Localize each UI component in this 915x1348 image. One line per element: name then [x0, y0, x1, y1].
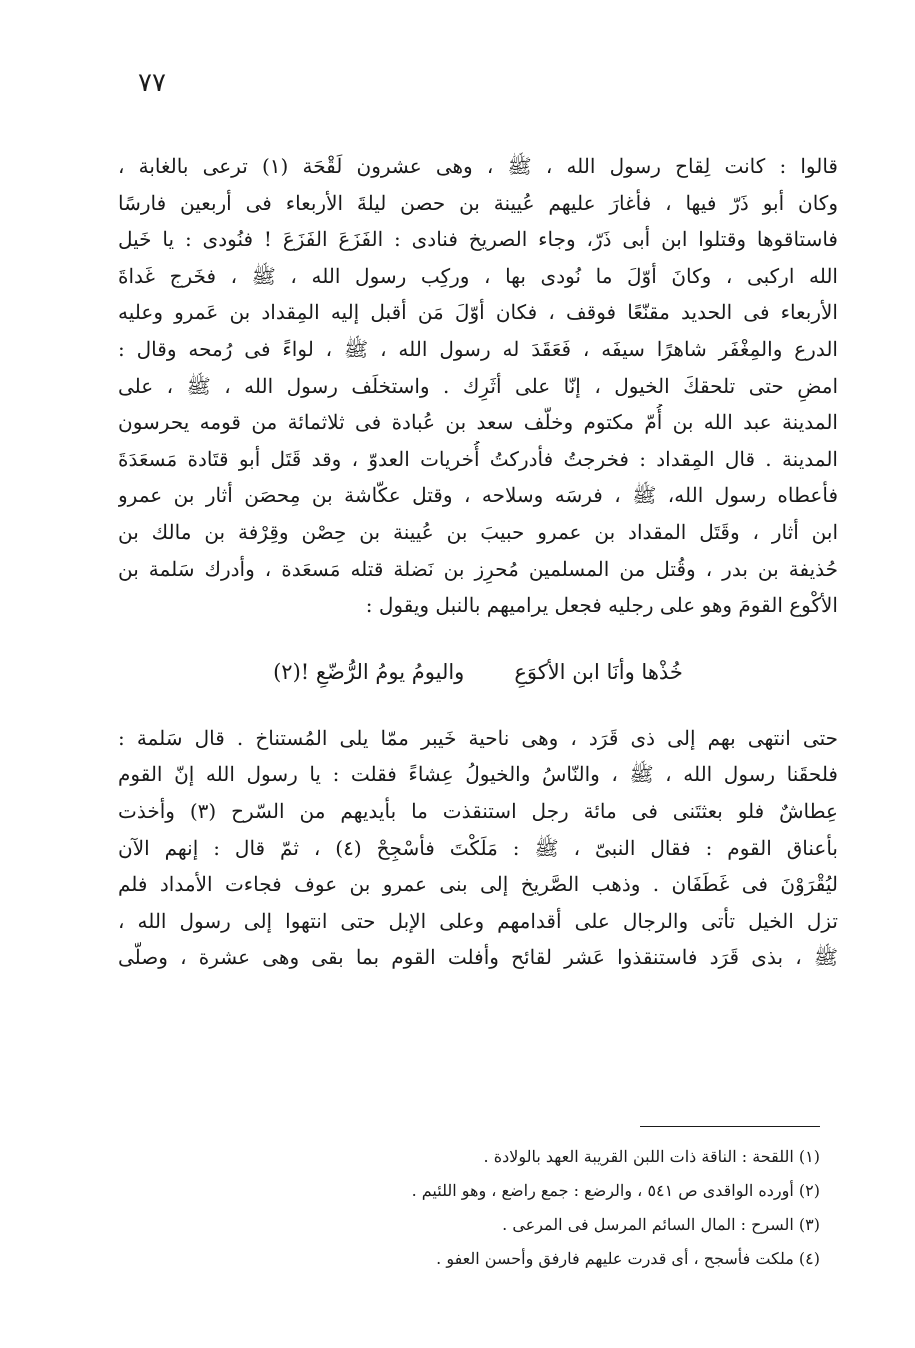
verse-first-hemistich: خُذْها وأنَا ابن الأكوَعِ: [514, 659, 683, 684]
text-line: فأعطاه رسول الله، ﷺ ، فرسَه وسلاحه ، وقتل عكّاشة بن مِحصَن أثار بن عمرو: [118, 483, 838, 508]
text-line: عِطاشٌ فلو بعثتَنى فى مائة رجل استنقذت ما بأيديهم من السّرح (٣) وأخذت: [118, 798, 838, 823]
page-number: ٧٧: [138, 68, 166, 98]
text-line: حُذيفة بن بدر ، وقُتل من المسلمين مُحرِز بن نَضلة قتله مَسعَدة ، وأدرك سَلمة بن: [118, 556, 838, 581]
main-text: [118, 148, 838, 976]
text-line: فاستاقوها وقتلوا ابن أبى ذَرّ، وجاء الصريخ فنادى : الفَزَعَ الفَزَعَ ! فنُودى : يا خَيل: [118, 227, 838, 252]
footnote: (٤) ملكت فأسجح ، أى قدرت عليهم فارفق وأحسن العفو .: [436, 1249, 820, 1268]
text-line: امضِ حتى تلحقكَ الخيول ، إنّا على أثَرِك . واستخلَف رسول الله ، ﷺ ، على: [118, 373, 838, 398]
footnote-divider: [640, 1126, 820, 1127]
text-line: ابن أثار ، وقَتَل المقداد بن عمرو حبيبَ بن عُيينة بن حِصْن وقِرْفة بن مالك بن: [118, 519, 838, 544]
text-line: الدرع والمِغْفَر شاهرًا سيفَه ، فَعَقَدَ له رسول الله ، ﷺ ، لواءً فى رُمحه وقال :: [118, 336, 838, 361]
footnote: (١) اللقحة : الناقة ذات اللبن القريبة العهد بالولادة .: [483, 1147, 820, 1166]
text-line: المدينة . قال المِقداد : فخرجتُ فأدركتُ أُخريات العدوّ ، وقد قَتَل أبو قتَادة مَسعَدَةَ: [118, 446, 838, 471]
text-line: الأربعاء فى الحديد مقنّعًا فوقف ، فكان أوّلَ مَن أقبل إليه المِقداد بن عَمرو وعليه: [118, 300, 838, 325]
footnotes: [280, 1140, 820, 1276]
text-line: تزل الخيل تأتى والرجال على أقدامهم وعلى الإبل حتى انتهوا إلى رسول الله ،: [118, 908, 838, 933]
text-line: بأعناق القوم : فقال النبىّ ، ﷺ : مَلَكْتَ فأسْجِحْ (٤) ، ثمّ قال : إنهم الآن: [118, 835, 838, 860]
verse-second-hemistich: واليومُ يومُ الرُّضّعِ !(٢): [273, 659, 465, 684]
text-line: ﷺ ، بذى قَرَد فاستنقذوا عَشر لقائح وأفلت القوم بما بقى وهى عشرة ، وصلّى: [118, 945, 838, 970]
text-line: فلحقَنا رسول الله ، ﷺ ، والنّاسُ والخيولُ عِشاءً فقلت : يا رسول الله إنّ القوم: [118, 762, 838, 787]
text-line: المدينة عبد الله بن أُمّ مكتوم وخلّف سعد بن عُبادة فى ثلاثمائة من قومه يحرسون: [118, 410, 838, 435]
text-line: ليُقْرَوْنَ فى غَطَفَان . وذهب الصَّريخ إلى بنى عمرو بن عوف فجاءت الأمداد فلم: [118, 872, 838, 897]
text-line: وكان أبو ذَرّ فيها ، فأغارَ عليهم عُيينة بن حصن ليلةَ الأربعاء فى أربعين فارسًا: [118, 190, 838, 215]
text-line: حتى انتهى بهم إلى ذى قَرَد ، وهى ناحية خَيبر ممّا يلى المُستناخ . قال سَلمة :: [118, 725, 838, 750]
poetry-verse: [118, 648, 838, 696]
footnote: (٢) أورده الواقدى ص ٥٤١ ، والرضع : جمع راضع ، وهو اللئيم .: [411, 1181, 820, 1200]
text-line: الأكْوع القومَ وهو على رجليه فجعل يراميهم بالنبل ويقول :: [365, 593, 838, 618]
text-line: الله اركبى ، وكانَ أوّلَ ما نُودى بها ، وركِب رسول الله ، ﷺ ، فخَرج غَداةَ: [118, 263, 838, 288]
footnote: (٣) السرح : المال السائم المرسل فى المرعى .: [502, 1215, 820, 1234]
text-line: قالوا : كانت لِقاح رسول الله ، ﷺ ، وهى عشرون لَقْحَة (١) ترعى بالغابة ،: [118, 154, 838, 178]
